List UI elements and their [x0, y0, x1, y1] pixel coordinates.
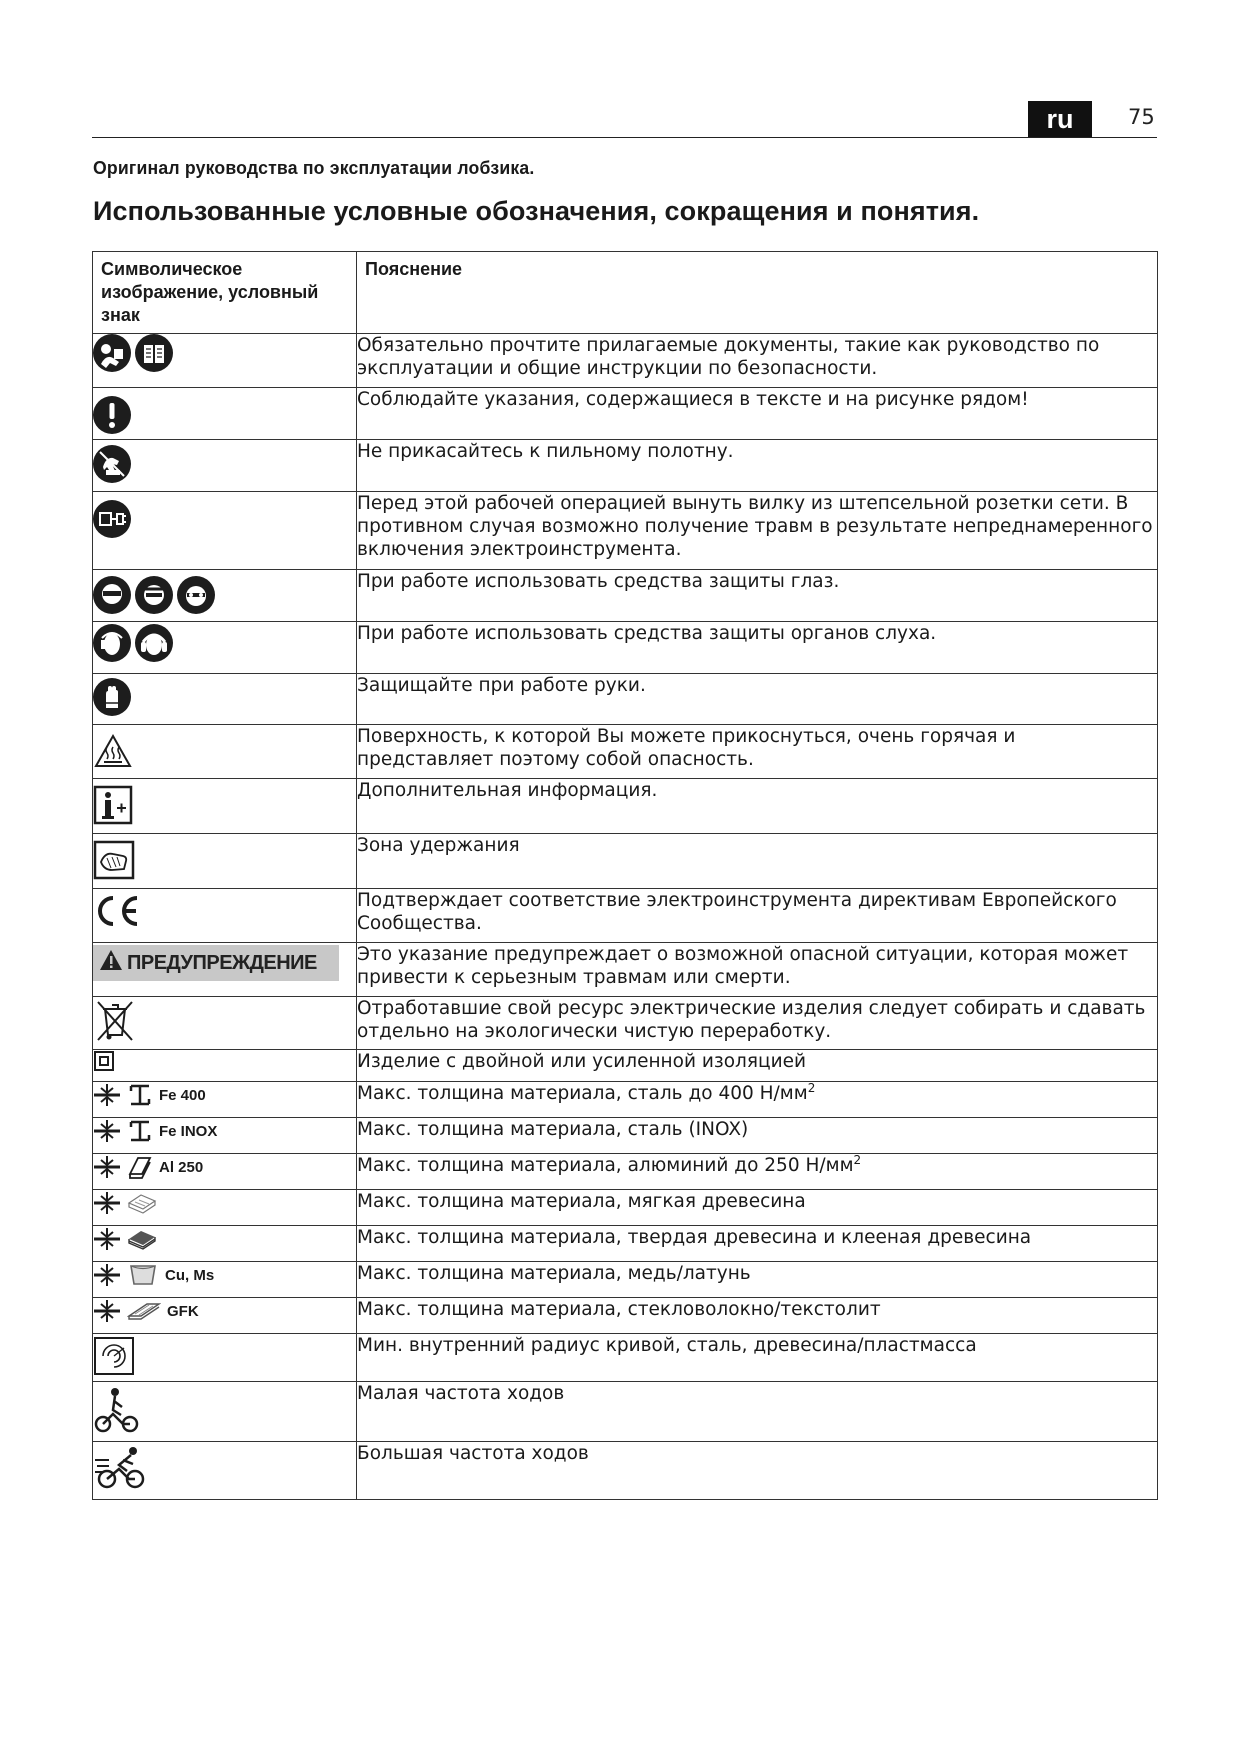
- table-row: [93, 1442, 1158, 1500]
- table-row: [93, 779, 1158, 834]
- symbol-cell: [93, 570, 357, 622]
- symbol-cell: [93, 1262, 357, 1298]
- unplug-icon: [93, 500, 131, 538]
- symbol-cell: [93, 1334, 357, 1382]
- thickness-arrow-icon: [93, 1154, 121, 1180]
- symbol-cell: [93, 725, 357, 779]
- explanation-cell: Это указание предупреждает о возможной опасной ситуации, которая может привести к серьезным травмам или смерти.: [357, 943, 1158, 997]
- explanation-cell: Мин. внутренний радиус кривой, сталь, древесина/пластмасса: [357, 1334, 1158, 1382]
- symbol-cell: [93, 1154, 357, 1190]
- material-label: Cu, Ms: [165, 1266, 215, 1284]
- explanation-cell: Малая частота ходов: [357, 1382, 1158, 1442]
- copper-pipe-icon: [127, 1262, 159, 1288]
- material-label: Al 250: [159, 1158, 204, 1176]
- hearing-protection-icon: [93, 624, 131, 662]
- material-label: Fe 400: [159, 1086, 206, 1104]
- warning-triangle-icon: [99, 949, 123, 977]
- thickness-arrow-icon: [93, 1118, 121, 1144]
- material-symbol: [93, 1082, 356, 1108]
- manual-book-icon: [135, 334, 173, 372]
- explanation-cell: Отработавшие свой ресурс электрические изделия следует собирать и сдавать отдельно на экологически чистую переработку.: [357, 997, 1158, 1050]
- aluminium-profile-icon: [127, 1154, 153, 1180]
- material-symbol: [93, 1118, 356, 1144]
- table-row: [93, 1154, 1158, 1190]
- table-row: [93, 1226, 1158, 1262]
- warning-label-text: ПРЕДУПРЕЖДЕНИЕ: [127, 951, 317, 974]
- thickness-arrow-icon: [93, 1082, 121, 1108]
- explanation-cell: Макс. толщина материала, сталь (INOX): [357, 1118, 1158, 1154]
- explanation-cell: Соблюдайте указания, содержащиеся в тексте и на рисунке рядом!: [357, 388, 1158, 440]
- language-badge: ru: [1028, 101, 1092, 137]
- table-header-row: [93, 252, 1158, 334]
- weee-bin-icon: [93, 999, 137, 1047]
- symbol-cell: [93, 1442, 357, 1500]
- symbol-cell: [93, 334, 357, 388]
- table-row: [93, 943, 1158, 997]
- steel-profile-icon: [127, 1082, 153, 1108]
- table-row: [93, 1050, 1158, 1082]
- slow-stroke-rate-icon: [93, 1386, 141, 1438]
- symbol-cell: [93, 834, 357, 889]
- symbol-cell: [93, 674, 357, 725]
- explanation-cell: Перед этой рабочей операцией вынуть вилку из штепсельной розетки сети. В противном случая возможно получение травм в результате непреднамеренного включения электроинструмента.: [357, 492, 1158, 570]
- explanation-cell: Дополнительная информация.: [357, 779, 1158, 834]
- symbol-cell: [93, 1226, 357, 1262]
- table-row: [93, 570, 1158, 622]
- explanation-cell: Обязательно прочтите прилагаемые документы, такие как руководство по эксплуатации и общие инструкции по безопасности.: [357, 334, 1158, 388]
- face-shield-icon: [135, 576, 173, 614]
- explanation-cell: [357, 1082, 1158, 1118]
- hand-protection-icon: [93, 678, 131, 716]
- material-symbol: [93, 1190, 356, 1216]
- material-label: GFK: [167, 1302, 199, 1320]
- symbols-table: [92, 251, 1158, 1500]
- table-row: [93, 1082, 1158, 1118]
- explanation-cell: При работе использовать средства защиты органов слуха.: [357, 622, 1158, 674]
- info-icon: [93, 785, 133, 829]
- explanation-cell: Не прикасайтесь к пильному полотну.: [357, 440, 1158, 492]
- superscript: 2: [807, 1080, 816, 1095]
- table-row: [93, 492, 1158, 570]
- double-insulation-icon: [93, 1050, 115, 1076]
- symbol-cell: [93, 779, 357, 834]
- table-row: [93, 725, 1158, 779]
- material-symbol: [93, 1298, 356, 1324]
- explanation-cell: Макс. толщина материала, стекловолокно/текстолит: [357, 1298, 1158, 1334]
- table-row: [93, 1298, 1158, 1334]
- explanation-cell: Изделие с двойной или усиленной изоляцией: [357, 1050, 1158, 1082]
- steel-profile-icon: [127, 1118, 153, 1144]
- explanation-cell: [357, 1154, 1158, 1190]
- header-divider: [92, 137, 1157, 138]
- warning-label: [93, 945, 339, 981]
- table-row: [93, 1262, 1158, 1298]
- symbol-cell: [93, 492, 357, 570]
- explanation-cell: Макс. толщина материала, мягкая древесина: [357, 1190, 1158, 1226]
- explanation-cell: Макс. толщина материала, медь/латунь: [357, 1262, 1158, 1298]
- explanation-cell: Защищайте при работе руки.: [357, 674, 1158, 725]
- thickness-arrow-icon: [93, 1298, 121, 1324]
- symbol-cell: [93, 889, 357, 943]
- fast-stroke-rate-icon: [93, 1446, 149, 1494]
- page-number: 75: [1128, 105, 1155, 129]
- grip-zone-icon: [93, 840, 135, 884]
- explanation-cell: При работе использовать средства защиты глаз.: [357, 570, 1158, 622]
- table-row: [93, 440, 1158, 492]
- symbol-cell: [93, 997, 357, 1050]
- material-symbol: [93, 1226, 356, 1252]
- eye-protection-icon: [93, 576, 131, 614]
- fiberglass-icon: [127, 1300, 161, 1322]
- thickness-arrow-icon: [93, 1190, 121, 1216]
- explanation-cell: Макс. толщина материала, твердая древесина и клееная древесина: [357, 1226, 1158, 1262]
- superscript: 2: [853, 1152, 862, 1167]
- symbol-cell: [93, 388, 357, 440]
- read-documents-icon: [93, 334, 131, 372]
- symbol-cell: [93, 1082, 357, 1118]
- curve-radius-icon: [93, 1336, 135, 1380]
- material-label: Fe INOX: [159, 1122, 218, 1140]
- symbol-cell: [93, 943, 357, 997]
- attention-icon: [93, 396, 131, 434]
- ce-mark-icon: [93, 893, 143, 933]
- table-row: [93, 388, 1158, 440]
- material-symbol: [93, 1262, 356, 1288]
- symbol-column-header: Символическое изображение, условный знак: [93, 252, 357, 334]
- symbol-cell: [93, 1382, 357, 1442]
- thickness-arrow-icon: [93, 1226, 121, 1252]
- safety-goggles-icon: [177, 576, 215, 614]
- table-row: [93, 997, 1158, 1050]
- symbol-cell: [93, 1118, 357, 1154]
- table-row: [93, 1382, 1158, 1442]
- explanation-cell: Большая частота ходов: [357, 1442, 1158, 1500]
- table-row: [93, 674, 1158, 725]
- symbol-cell: [93, 1298, 357, 1334]
- explanation-text: Макс. толщина материала, алюминий до 250 Н/мм: [357, 1155, 854, 1176]
- hardwood-icon: [127, 1227, 157, 1251]
- do-not-touch-blade-icon: [93, 445, 131, 483]
- table-row: [93, 834, 1158, 889]
- symbol-cell: [93, 1190, 357, 1226]
- table-row: [93, 1190, 1158, 1226]
- symbol-cell: [93, 622, 357, 674]
- document-subtitle: Оригинал руководства по эксплуатации лобзика.: [93, 158, 535, 178]
- table-row: [93, 1334, 1158, 1382]
- explanation-column-header: Пояснение: [357, 252, 1158, 334]
- explanation-cell: Подтверждает соответствие электроинструмента директивам Европейского Сообщества.: [357, 889, 1158, 943]
- material-symbol: [93, 1154, 356, 1180]
- thickness-arrow-icon: [93, 1262, 121, 1288]
- softwood-icon: [127, 1191, 157, 1215]
- explanation-cell: Зона удержания: [357, 834, 1158, 889]
- table-row: [93, 334, 1158, 388]
- symbol-cell: [93, 1050, 357, 1082]
- explanation-cell: Поверхность, к которой Вы можете прикоснуться, очень горячая и представляет поэтому собой опасность.: [357, 725, 1158, 779]
- section-title: Использованные условные обозначения, сокращения и понятия.: [93, 196, 980, 226]
- ear-muffs-icon: [135, 624, 173, 662]
- symbol-cell: [93, 440, 357, 492]
- hot-surface-icon: [93, 733, 133, 773]
- table-row: [93, 1118, 1158, 1154]
- table-row: [93, 622, 1158, 674]
- table-row: [93, 889, 1158, 943]
- explanation-text: Макс. толщина материала, сталь до 400 Н/мм: [357, 1083, 808, 1104]
